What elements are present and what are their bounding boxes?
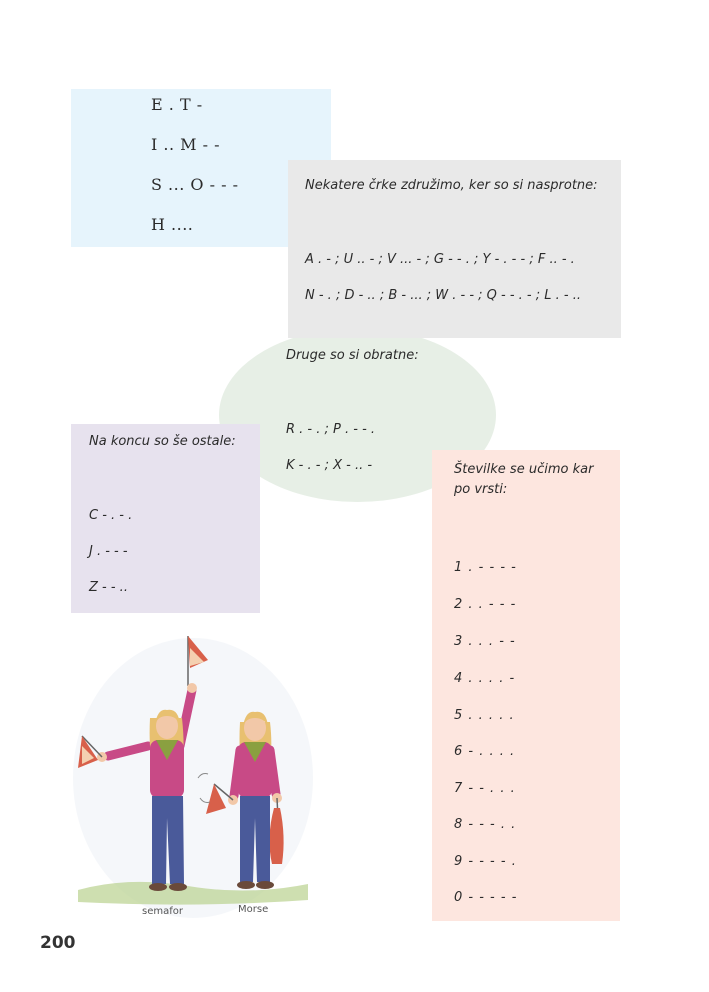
remaining-letters-heading: Na koncu so še ostale: <box>89 434 236 449</box>
opposite-letters-box <box>288 160 621 338</box>
digit-2: 2 . . - - - <box>454 597 517 612</box>
opposite-letters-line-1: A . - ; U .. - ; V ... - ; G - - . ; Y - . - - ; F .. - . <box>305 252 575 267</box>
digit-3: 3 . . . - - <box>454 634 516 649</box>
numbers-box <box>432 450 620 921</box>
girls-signaling-drawing <box>68 628 318 928</box>
caption-morse: Morse <box>238 904 269 915</box>
reverse-letters-heading: Druge so si obratne: <box>286 348 419 363</box>
reverse-letters-line-2: K - . - ; X - .. - <box>286 458 373 473</box>
remaining-letter-j: J . - - - <box>89 544 128 559</box>
remaining-letter-c: C - . - . <box>89 508 133 523</box>
morse-line-s-o: S ... O - - - <box>151 175 239 194</box>
caption-semaphore: semafor <box>142 906 183 917</box>
morse-line-i-m: I .. M - - <box>151 135 221 154</box>
signaling-illustration <box>68 628 318 928</box>
digit-1: 1 . - - - - <box>454 560 517 575</box>
opposite-letters-line-2: N - . ; D - .. ; B - ... ; W . - - ; Q - - . - ; L . - .. <box>305 288 581 303</box>
digit-7: 7 - - . . . <box>454 781 516 796</box>
digit-8: 8 - - - . . <box>454 817 517 832</box>
digit-4: 4 . . . . - <box>454 671 516 686</box>
digit-5: 5 . . . . . <box>454 708 515 723</box>
numbers-heading-line-2: po vrsti: <box>454 482 508 497</box>
digit-6: 6 - . . . . <box>454 744 516 759</box>
digit-0: 0 - - - - - <box>454 890 518 905</box>
opposite-letters-heading: Nekatere črke združimo, ker so si nasprotne: <box>305 178 598 193</box>
morse-line-h: H .... <box>151 215 194 234</box>
remaining-letters-box <box>71 424 260 613</box>
digit-9: 9 - - - - . <box>454 854 517 869</box>
page-number: 200 <box>40 933 76 953</box>
reverse-letters-line-1: R . - . ; P . - - . <box>286 422 376 437</box>
numbers-heading-line-1: Številke se učimo kar <box>454 462 594 477</box>
remaining-letter-z: Z - - .. <box>89 580 128 595</box>
morse-line-e-t: E . T - <box>151 95 203 114</box>
